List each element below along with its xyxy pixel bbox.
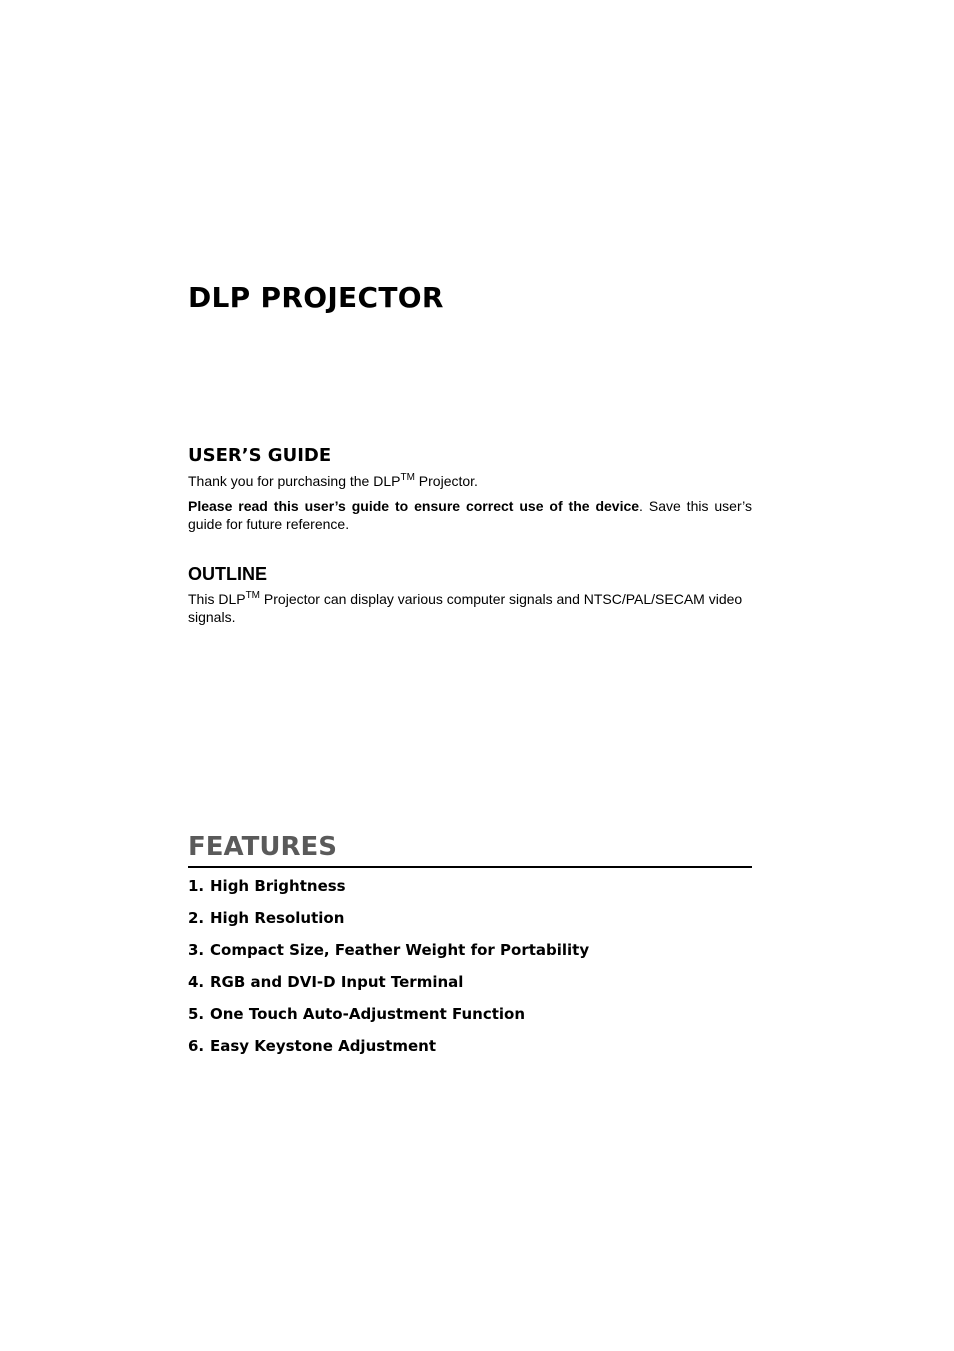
feature-number: 1. <box>188 877 205 895</box>
thanks-suffix: Projector. <box>414 473 478 489</box>
feature-item <box>188 940 752 972</box>
outline-suffix: Projector can display various computer signals and NTSC/PAL/SECAM video signals. <box>188 591 743 625</box>
trademark-mark: TM <box>400 472 415 483</box>
feature-label: High Resolution <box>210 909 345 927</box>
thanks-prefix: Thank you for purchasing the DLP <box>188 473 401 489</box>
feature-label: RGB and DVI-D Input Terminal <box>210 973 464 991</box>
read-guide-paragraph <box>188 497 752 533</box>
feature-label: Compact Size, Feather Weight for Portability <box>210 941 590 959</box>
feature-item <box>188 876 752 908</box>
feature-item <box>188 972 752 1004</box>
feature-item <box>188 908 752 940</box>
feature-item <box>188 1004 752 1036</box>
features-list <box>188 876 752 1068</box>
thanks-paragraph <box>188 472 752 490</box>
feature-label: Easy Keystone Adjustment <box>210 1037 437 1055</box>
users-guide-heading: USER’S GUIDE <box>188 445 332 466</box>
feature-number: 3. <box>188 941 205 959</box>
feature-label: High Brightness <box>210 877 346 895</box>
trademark-mark: TM <box>245 590 261 601</box>
read-guide-rest: . Save this user’s guide for future reference. <box>188 498 753 532</box>
feature-number: 5. <box>188 1005 205 1023</box>
outline-prefix: This DLP <box>188 591 246 607</box>
features-heading: FEATURES <box>188 830 752 868</box>
outline-paragraph <box>188 590 752 626</box>
feature-number: 4. <box>188 973 205 991</box>
feature-label: One Touch Auto-Adjustment Function <box>210 1005 526 1023</box>
feature-item <box>188 1036 752 1068</box>
page-title: DLP PROJECTOR <box>188 281 444 314</box>
outline-heading: OUTLINE <box>188 564 267 584</box>
feature-number: 2. <box>188 909 205 927</box>
feature-number: 6. <box>188 1037 205 1055</box>
read-guide-emphasis: Please read this user’s guide to ensure correct use of the device <box>188 498 640 514</box>
